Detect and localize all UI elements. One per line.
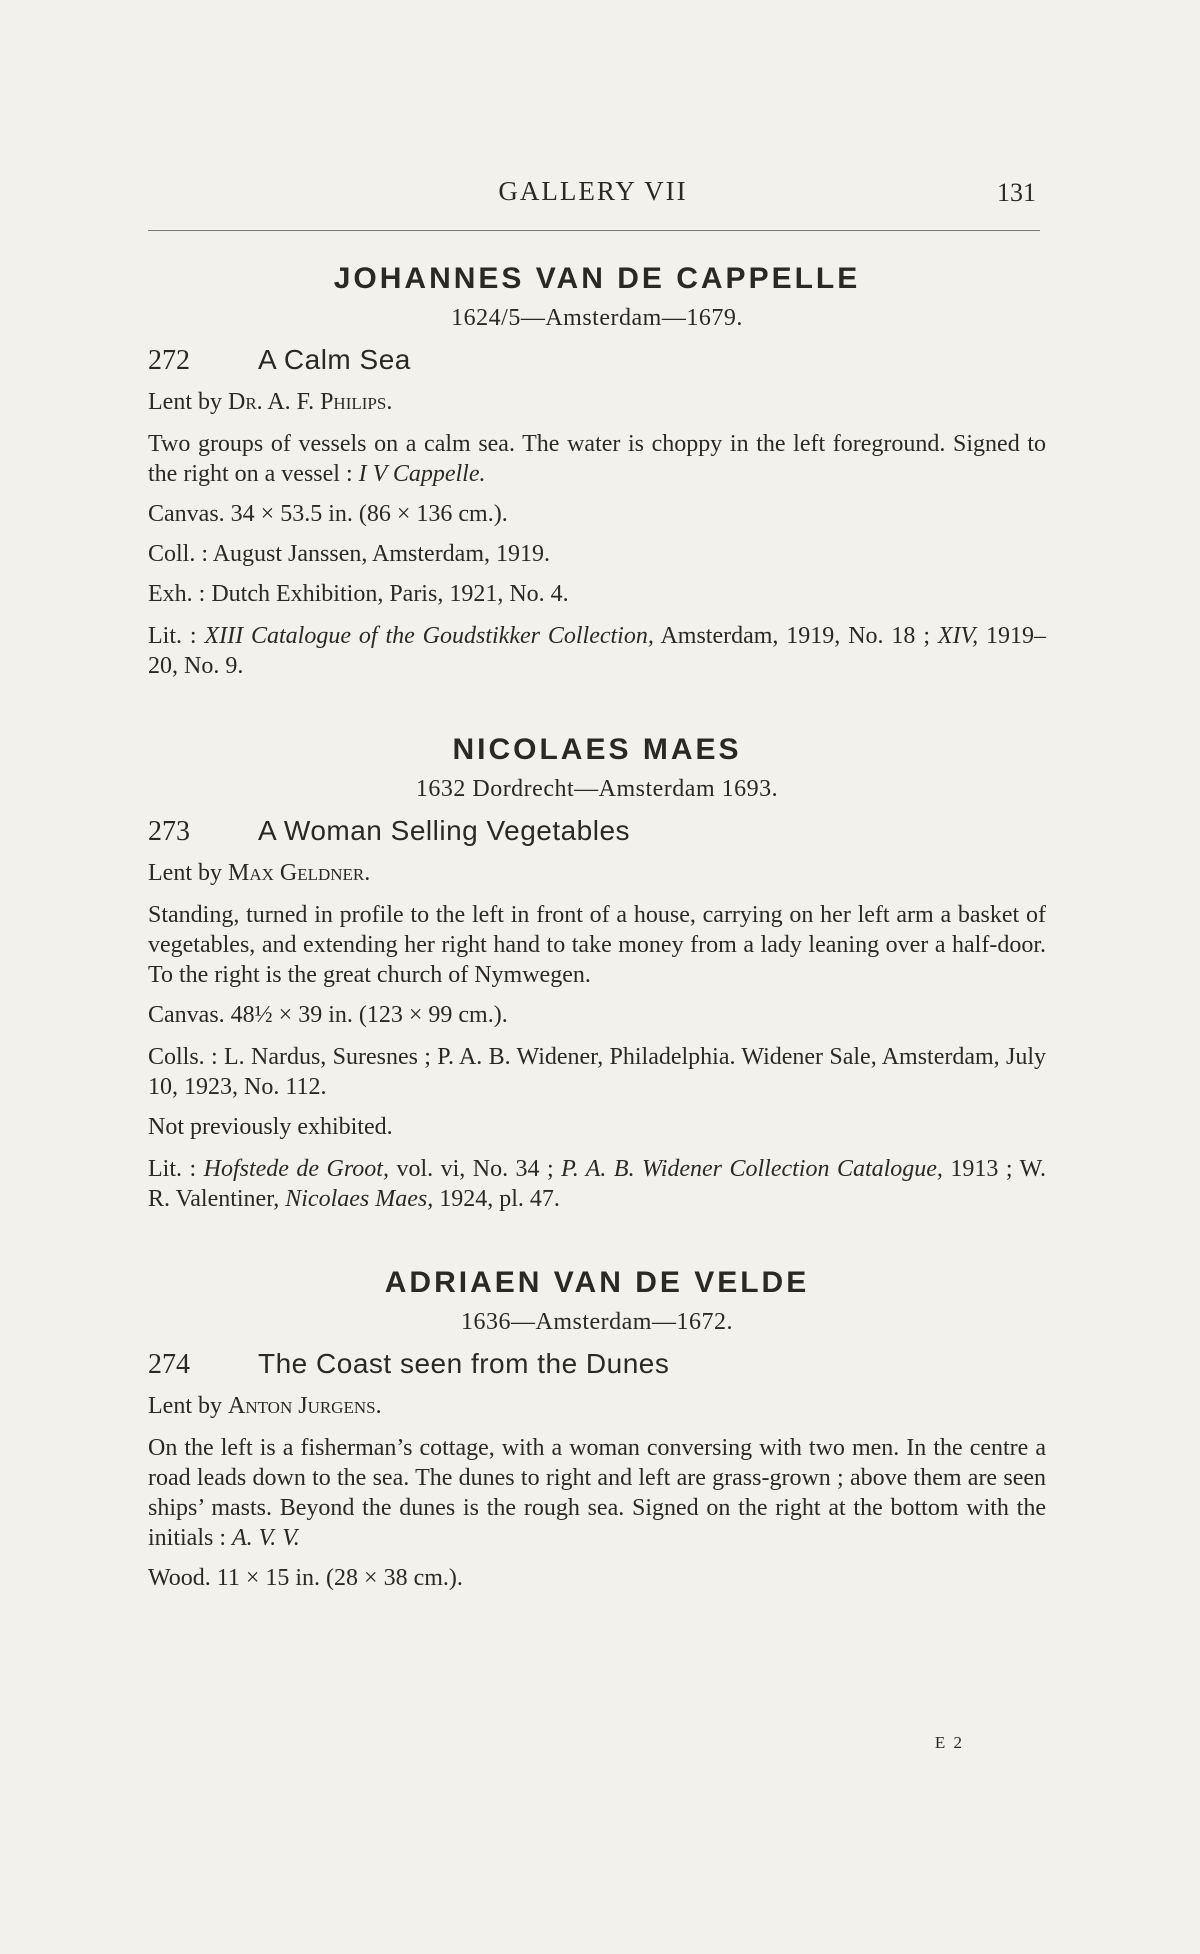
work-title: The Coast seen from the Dunes bbox=[258, 1348, 670, 1379]
collection: Coll. : August Janssen, Amsterdam, 1919. bbox=[148, 541, 550, 567]
description: Standing, turned in profile to the left in front of a house, carrying on her left arm a basket of vegetables, and extending her right hand to take money from a lady leaning over a half-door. To the right is the great church of Nymwegen. bbox=[148, 902, 1046, 988]
catalogue-entries bbox=[148, 262, 1046, 1593]
signature-mark: E 2 bbox=[934, 1733, 964, 1752]
lit-title: Nicolaes Maes, bbox=[285, 1186, 434, 1212]
description bbox=[148, 1433, 1046, 1553]
collections: Colls. : L. Nardus, Suresnes ; P. A. B. Widener, Philadelphia. Widener Sale, Amsterdam, July 10, 1923, No. 112. bbox=[148, 1044, 1046, 1100]
catalogue-number: 273 bbox=[148, 816, 190, 847]
lent-prefix: Lent by bbox=[148, 389, 222, 415]
medium-dimensions: Canvas. 48½ × 39 in. (123 × 99 cm.). bbox=[148, 1002, 508, 1028]
work-heading bbox=[148, 344, 1046, 377]
work-title: A Calm Sea bbox=[258, 344, 411, 375]
entry-273 bbox=[148, 733, 1046, 1214]
running-header bbox=[148, 170, 1038, 216]
artist-name: ADRIAEN VAN DE VELDE bbox=[384, 1266, 810, 1299]
medium-dimensions: Wood. 11 × 15 in. (28 × 38 cm.). bbox=[148, 1565, 463, 1591]
catalogue-number: 274 bbox=[148, 1349, 190, 1380]
lender-line bbox=[148, 858, 1046, 888]
lent-prefix: Lent by bbox=[148, 1393, 222, 1419]
signature-text: A. V. V. bbox=[232, 1525, 300, 1551]
lit-detail: 1924, pl. 47. bbox=[439, 1186, 560, 1212]
lender-name: Dr. A. F. Philips. bbox=[227, 389, 393, 415]
description-text: On the left is a fisherman’s cottage, with a woman conversing with two men. In the centre a road leads down to the sea. The dunes to right and left are grass-grown ; above them are seen ships’ masts. Beyond the dunes is the rough sea. Signed on the right at the bottom with the initials : bbox=[148, 1435, 1046, 1551]
lender-line bbox=[148, 1391, 1046, 1421]
gallery-title: GALLERY VII bbox=[498, 176, 688, 206]
signature-text: I V Cappelle. bbox=[358, 461, 486, 487]
exhibition: Exh. : Dutch Exhibition, Paris, 1921, No. 4. bbox=[148, 581, 569, 607]
work-title: A Woman Selling Vegetables bbox=[258, 815, 631, 846]
lit-title: XIV, bbox=[937, 623, 979, 649]
catalogue-number: 272 bbox=[148, 345, 190, 376]
lender-name: Anton Jurgens. bbox=[227, 1393, 382, 1419]
description bbox=[148, 429, 1046, 489]
lent-prefix: Lent by bbox=[148, 860, 222, 886]
artist-dates: 1636—Amsterdam—1672. bbox=[461, 1309, 733, 1335]
description-text: Two groups of vessels on a calm sea. The water is choppy in the left foreground. Signed to the right on a vessel : bbox=[148, 431, 1046, 487]
work-heading bbox=[148, 815, 1046, 848]
lit-title: Hofstede de Groot, bbox=[203, 1156, 389, 1182]
lit-detail: 1919–20, No. 9. bbox=[148, 623, 1047, 679]
literature bbox=[148, 621, 1046, 681]
artist-dates: 1624/5—Amsterdam—1679. bbox=[451, 305, 743, 331]
header-rule bbox=[148, 230, 1040, 231]
entry-272 bbox=[148, 262, 1046, 681]
lit-title: XIII Catalogue of the Goudstikker Collection, bbox=[204, 623, 654, 649]
lit-detail: 1913 ; W. R. Valentiner, bbox=[148, 1156, 1047, 1212]
exhibition-note: Not previously exhibited. bbox=[148, 1114, 393, 1140]
artist-name: JOHANNES VAN DE CAPPELLE bbox=[333, 262, 861, 295]
lit-detail: Amsterdam, 1919, No. 18 ; bbox=[660, 623, 930, 649]
artist-name: NICOLAES MAES bbox=[452, 733, 742, 766]
page-number: 131 bbox=[997, 178, 1036, 207]
lit-detail: vol. vi, No. 34 ; bbox=[396, 1156, 554, 1182]
lit-prefix: Lit. : bbox=[148, 623, 197, 649]
lender-line bbox=[148, 387, 1046, 417]
literature bbox=[148, 1154, 1046, 1214]
entry-274 bbox=[148, 1266, 1046, 1593]
artist-dates: 1632 Dordrecht—Amsterdam 1693. bbox=[415, 776, 779, 802]
lit-prefix: Lit. : bbox=[148, 1156, 197, 1182]
work-heading bbox=[148, 1348, 1046, 1381]
lender-name: Max Geldner. bbox=[227, 860, 371, 886]
medium-dimensions: Canvas. 34 × 53.5 in. (86 × 136 cm.). bbox=[148, 501, 508, 527]
lit-title: P. A. B. Widener Collection Catalogue, bbox=[561, 1156, 943, 1182]
